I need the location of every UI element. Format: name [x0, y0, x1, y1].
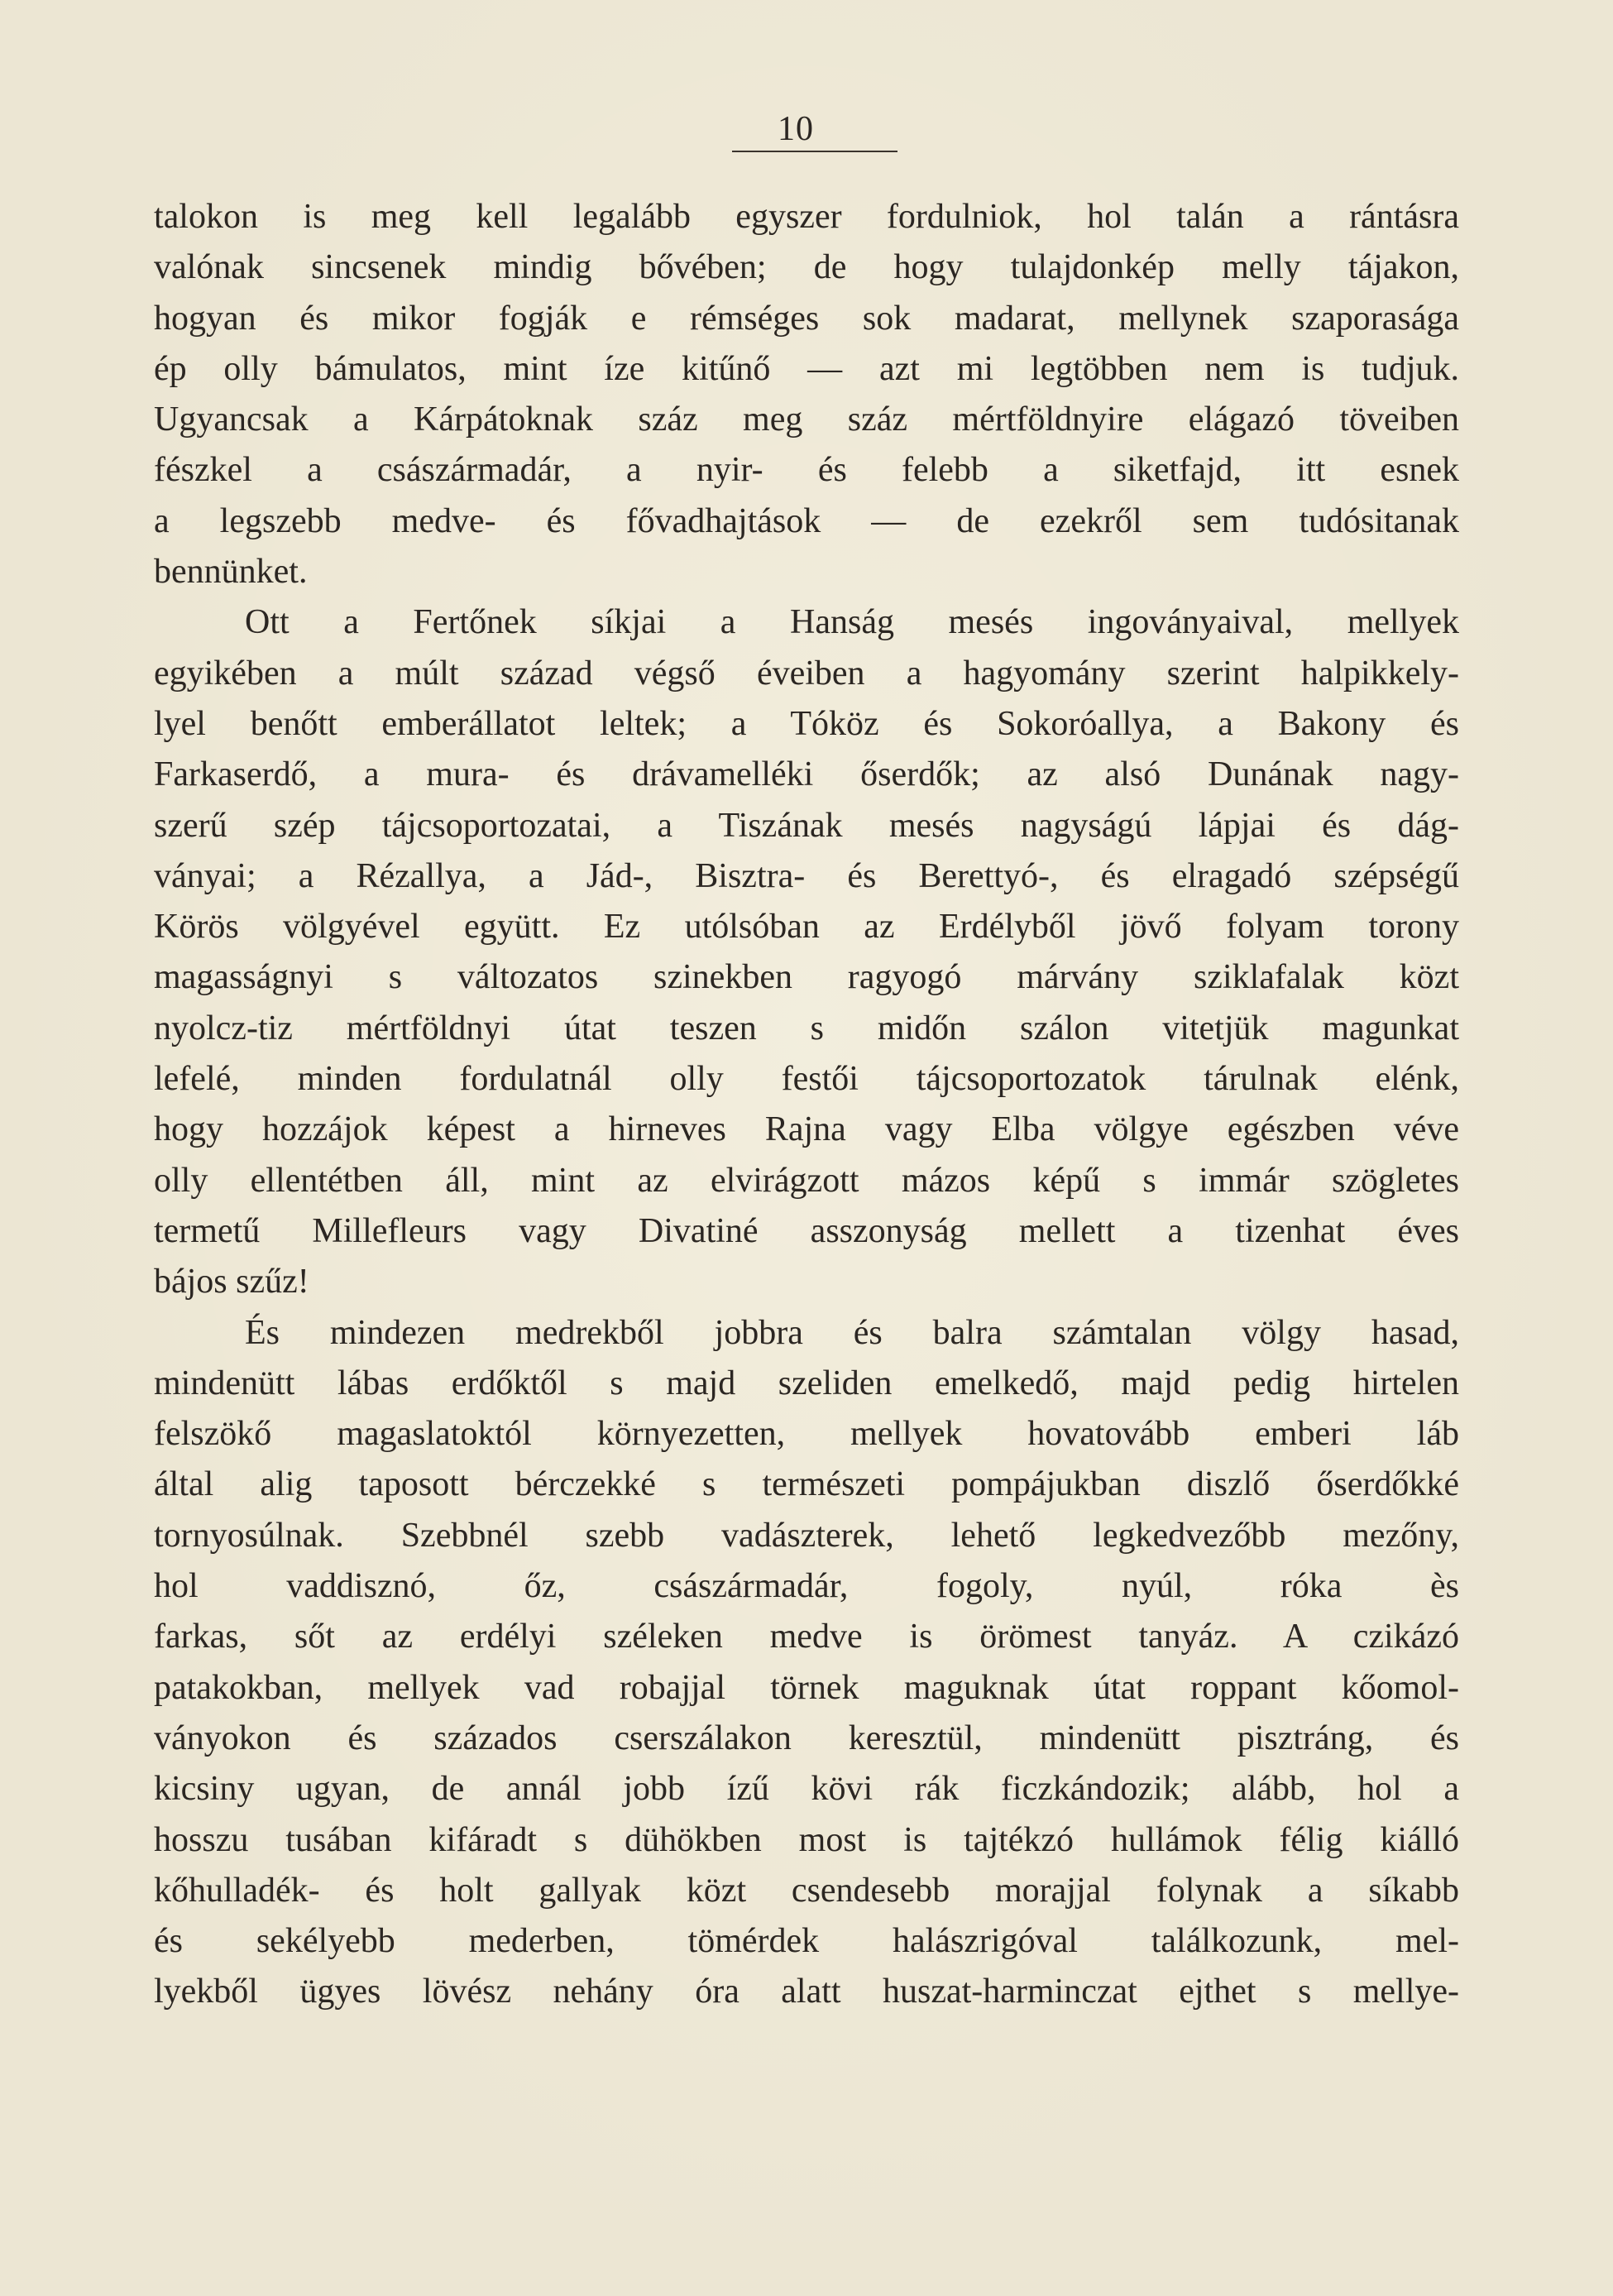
text-line: ványai; a Rézallya, a Jád-, Bisztra- és Berettyó-, és elragadó szépségű [154, 856, 1459, 895]
text-line: farkas, sőt az erdélyi széleken medve is örömest tanyáz. A czikázó [154, 1618, 1459, 1656]
text-line: Körös völgyével együtt. Ez utólsóban az Erdélyből jövő folyam torony [154, 908, 1459, 947]
text-line: Ott a Fertőnek síkjai a Hanság mesés ingoványaival, mellyek [245, 603, 1459, 642]
text-line: hosszu tusában kifáradt s dühökben most is tajtékzó hullámok félig kiálló [154, 1820, 1459, 1859]
text-line: Ugyancsak a Kárpátoknak száz meg száz mértföldnyire elágazó töveiben [154, 400, 1459, 439]
text-line: bájos szűz! [154, 1263, 309, 1301]
text-line: lyel benőtt emberállatot leltek; a Tóköz és Sokoróallya, a Bakony és [154, 704, 1459, 743]
text-line: kicsiny ugyan, de annál jobb ízű kövi rák ficzkándozik; alább, hol a [154, 1770, 1459, 1809]
text-line: a legszebb medve- és fővadhajtások — de ezekről sem tudósitanak [154, 501, 1459, 540]
text-line: Farkaserdő, a mura- és drávamelléki őserdők; az alsó Dunának nagy- [154, 755, 1459, 794]
text-line: hogy hozzájok képest a hirneves Rajna vagy Elba völgye egészben véve [154, 1110, 1459, 1149]
text-line: patakokban, mellyek vad robajjal törnek maguknak útat roppant kőomol- [154, 1668, 1459, 1707]
text-line: ép olly bámulatos, mint íze kitűnő — azt mi legtöbben nem is tudjuk. [154, 349, 1459, 388]
text-line: tornyosúlnak. Szebbnél szebb vadászterek, lehető legkedvezőbb mezőny, [154, 1516, 1459, 1555]
text-line: olly ellentétben áll, mint az elvirágzott mázos képű s immár szögletes [154, 1161, 1459, 1200]
text-line: termetű Millefleurs vagy Divatiné asszonyság mellett a tizenhat éves [154, 1211, 1459, 1250]
text-line: bennünket. [154, 553, 308, 592]
page-number: 10 [778, 110, 814, 148]
text-line: hol vaddisznó, őz, császármadár, fogoly, nyúl, róka ès [154, 1567, 1459, 1606]
text-line: És mindezen medrekből jobbra és balra számtalan völgy hasad, [245, 1313, 1459, 1352]
paragraph [154, 1308, 1459, 2018]
text-line: magasságnyi s változatos szinekben ragyogó márvány sziklafalak közt [154, 958, 1459, 997]
text-line: hogyan és mikor fogják e rémséges sok madarat, mellynek szaporasága [154, 299, 1459, 338]
text-line: lyekből ügyes lövész nehány óra alatt huszat-harminczat ejthet s mellye- [154, 1972, 1459, 2011]
text-line: valónak sincsenek mindig bővében; de hogy tulajdonkép melly tájakon, [154, 248, 1459, 287]
paragraph [154, 192, 1459, 597]
text-line: által alig taposott bérczekké s természeti pompájukban diszlő őserdőkké [154, 1465, 1459, 1504]
text-line: kőhulladék- és holt gallyak közt csendesebb morajjal folynak a síkabb [154, 1871, 1459, 1910]
body-text [154, 192, 1459, 2018]
text-line: szerű szép tájcsoportozatai, a Tiszának mesés nagyságú lápjai és dág- [154, 806, 1459, 845]
text-line: ványokon és százados cserszálakon keresztül, mindenütt pisztráng, és [154, 1718, 1459, 1757]
header-rule [732, 151, 897, 152]
text-line: egyikében a múlt század végső éveiben a hagyomány szerint halpikkely- [154, 654, 1459, 693]
text-line: talokon is meg kell legalább egyszer fordulniok, hol talán a rántásra [154, 198, 1459, 236]
text-line: felszökő magaslatoktól környezetten, mellyek hovatovább emberi láb [154, 1415, 1459, 1454]
text-line: és sekélyebb mederben, tömérdek halászrigóval találkozunk, mel- [154, 1922, 1459, 1961]
text-line: lefelé, minden fordulatnál olly festői tájcsoportozatok tárulnak elénk, [154, 1060, 1459, 1099]
text-line: nyolcz-tiz mértföldnyi útat teszen s midőn szálon vitetjük magunkat [154, 1009, 1459, 1047]
text-line: mindenütt lábas erdőktől s majd szeliden emelkedő, majd pedig hirtelen [154, 1364, 1459, 1402]
text-line: fészkel a császármadár, a nyir- és felebb a siketfajd, itt esnek [154, 451, 1459, 490]
paragraph [154, 597, 1459, 1307]
